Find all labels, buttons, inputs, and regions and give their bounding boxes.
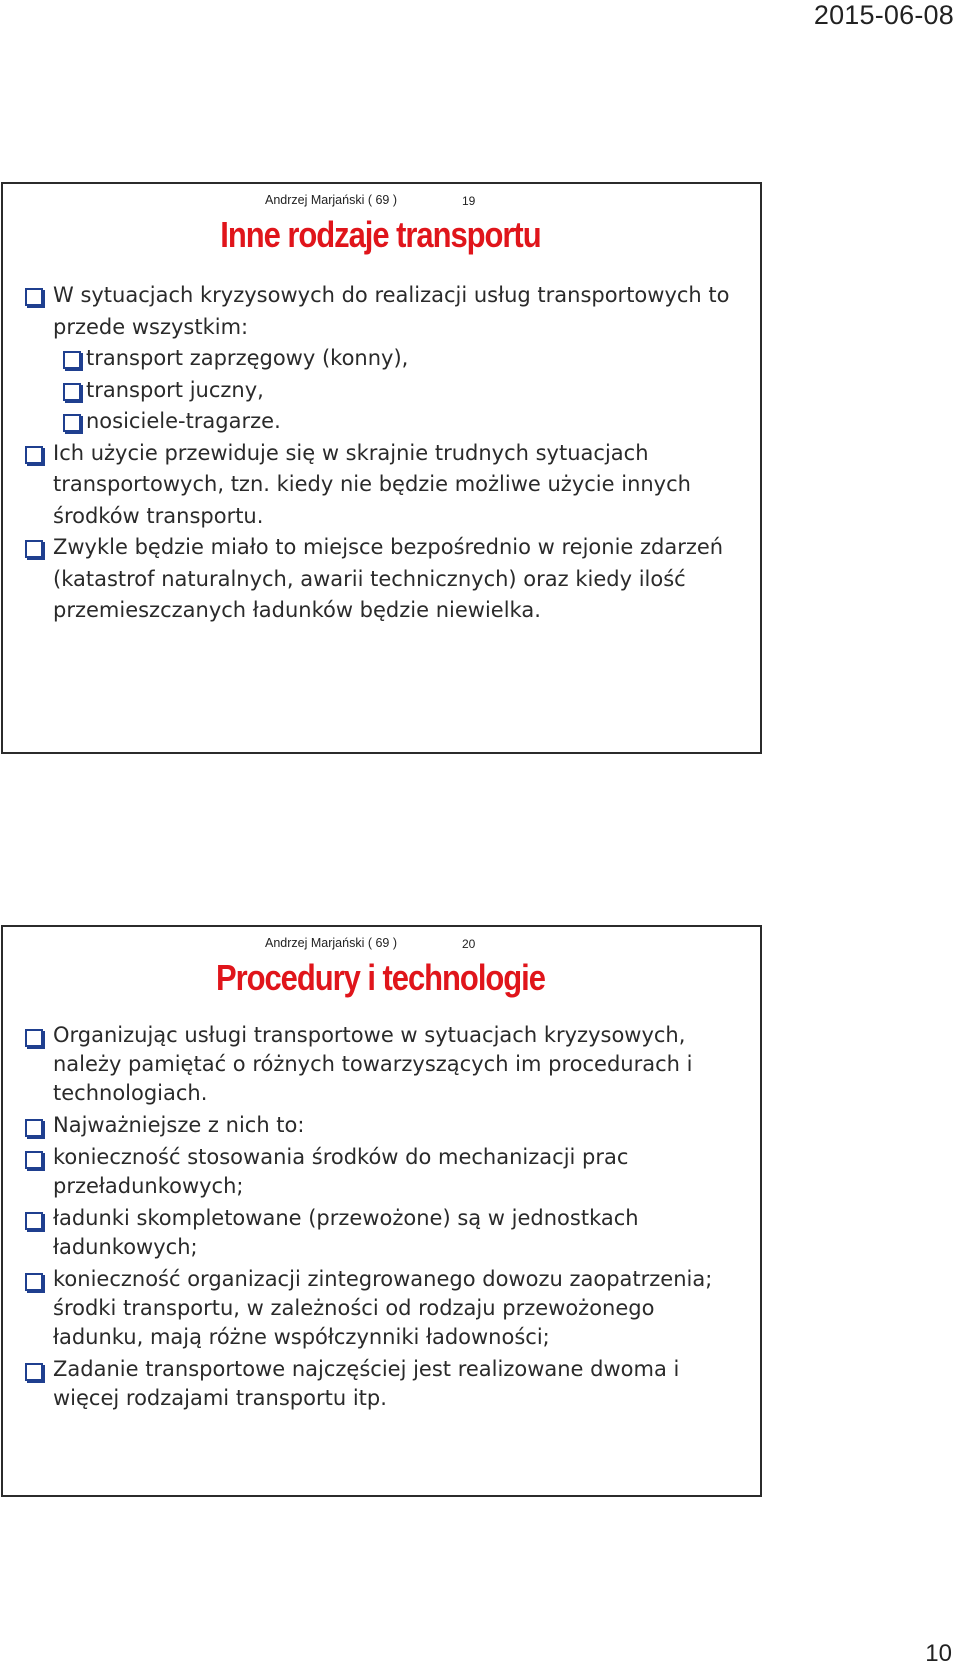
slide-20 [1, 925, 762, 1497]
slide-body [23, 1021, 750, 1416]
bullet-text: konieczność stosowania środków do mechanizacji prac przeładunkowych; [53, 1145, 629, 1198]
bullet-item [23, 1021, 750, 1108]
checkbox-bullet-icon [25, 1273, 43, 1291]
bullet-item [23, 1143, 750, 1201]
checkbox-bullet-icon [63, 351, 81, 369]
bullet-text: W sytuacjach kryzysowych do realizacji usług transportowych to przede wszystkim: [53, 283, 730, 339]
page-number: 10 [925, 1640, 952, 1667]
slide-number: 20 [462, 937, 476, 951]
slide-body [23, 280, 750, 627]
bullet-item [23, 1265, 750, 1352]
bullet-text: Najważniejsze z nich to: [53, 1113, 305, 1137]
bullet-text: nosiciele-tragarze. [86, 409, 281, 433]
bullet-item [23, 1204, 750, 1262]
slide-header [3, 933, 760, 955]
slide-author: Andrzej Marjański ( 69 ) [265, 936, 397, 950]
bullet-text: transport juczny, [86, 377, 264, 402]
bullet-text: Zwykle będzie miało to miejsce bezpośrednio w rejonie zdarzeń (katastrof naturalnych, awarii technicznych) oraz kiedy ilość przemieszczanych ładunków będzie niewielka. [53, 535, 724, 622]
slide-title: Procedury i technologie [215, 957, 545, 998]
checkbox-bullet-icon [25, 1212, 43, 1230]
bullet-text: transport zaprzęgowy (konny), [86, 346, 409, 370]
bullet-text: Zadanie transportowe najczęściej jest realizowane dwoma i więcej rodzajami transportu itp. [53, 1357, 680, 1410]
bullet-item [23, 438, 750, 533]
bullet-item [23, 532, 750, 627]
checkbox-bullet-icon [25, 446, 43, 464]
checkbox-bullet-icon [63, 414, 81, 432]
slide-title: Inne rodzaje transportu [220, 214, 541, 255]
bullet-text: Organizując usługi transportowe w sytuacjach kryzysowych, należy pamiętać o różnych towarzyszących im procedurach i technologiach. [53, 1023, 693, 1105]
checkbox-bullet-icon [25, 1151, 43, 1169]
checkbox-bullet-icon [25, 1363, 43, 1381]
bullet-item [23, 1355, 750, 1413]
checkbox-bullet-icon [63, 383, 81, 401]
sub-bullet-item [61, 406, 750, 438]
slide-19 [1, 182, 762, 754]
bullet-item [23, 1111, 750, 1140]
slide-number: 19 [462, 194, 476, 208]
bullet-item [23, 280, 750, 343]
checkbox-bullet-icon [25, 1029, 43, 1047]
sub-bullet-item [61, 375, 750, 407]
slide-author: Andrzej Marjański ( 69 ) [265, 193, 397, 207]
checkbox-bullet-icon [25, 1119, 43, 1137]
checkbox-bullet-icon [25, 540, 43, 558]
bullet-text: konieczność organizacji zintegrowanego dowozu zaopatrzenia; środki transportu, w zależności od rodzaju przewożonego ładunku, mają różne współczynniki ładowności; [53, 1267, 713, 1349]
bullet-text: Ich użycie przewiduje się w skrajnie trudnych sytuacjach transportowych, tzn. kiedy nie będzie możliwe użycie innych środków transportu. [53, 440, 691, 528]
checkbox-bullet-icon [25, 288, 43, 306]
bullet-text: ładunki skompletowane (przewożone) są w jednostkach ładunkowych; [53, 1206, 639, 1259]
sub-bullet-item [61, 343, 750, 375]
page-date: 2015-06-08 [813, 0, 954, 30]
slide-header [3, 190, 760, 212]
